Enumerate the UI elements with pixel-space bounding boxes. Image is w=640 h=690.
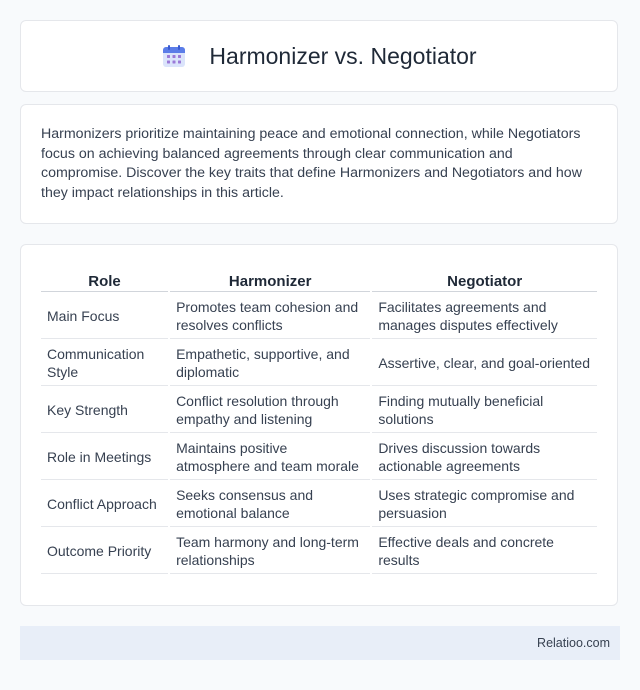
table-row	[41, 388, 597, 433]
negotiator-cell: Assertive, clear, and goal-oriented	[372, 341, 597, 386]
comparison-card	[20, 244, 618, 606]
negotiator-cell: Facilitates agreements and manages disputes effectively	[372, 294, 597, 339]
harmonizer-cell: Seeks consensus and emotional balance	[170, 482, 370, 527]
footer-brand: Relatioo.com	[537, 636, 610, 650]
intro-text: Harmonizers prioritize maintaining peace and emotional connection, while Negotiators focus on achieving balanced agreements through clear communication and compromise. Discover the key traits that define Harmonizers and Negotiators and how they impact relationships in this article.	[41, 126, 582, 201]
table-row	[41, 529, 597, 574]
negotiator-cell: Uses strategic compromise and persuasion	[372, 482, 597, 527]
intro-card	[20, 104, 618, 224]
table-row	[41, 482, 597, 527]
row-label: Main Focus	[41, 294, 168, 339]
harmonizer-cell: Promotes team cohesion and resolves conflicts	[170, 294, 370, 339]
page-title: Harmonizer vs. Negotiator	[209, 42, 477, 69]
row-label: Communication Style	[41, 341, 168, 386]
harmonizer-cell: Maintains positive atmosphere and team morale	[170, 435, 370, 480]
column-header-negotiator: Negotiator	[372, 267, 597, 292]
row-label: Role in Meetings	[41, 435, 168, 480]
column-header-role: Role	[41, 267, 168, 292]
row-label: Key Strength	[41, 388, 168, 433]
row-label: Outcome Priority	[41, 529, 168, 574]
harmonizer-cell: Empathetic, supportive, and diplomatic	[170, 341, 370, 386]
negotiator-cell: Finding mutually beneficial solutions	[372, 388, 597, 433]
table-row	[41, 294, 597, 339]
column-header-harmonizer: Harmonizer	[170, 267, 370, 292]
header-card	[20, 20, 618, 92]
harmonizer-cell: Team harmony and long-term relationships	[170, 529, 370, 574]
comparison-table	[39, 265, 599, 576]
table-row	[41, 435, 597, 480]
row-label: Conflict Approach	[41, 482, 168, 527]
table-row	[41, 341, 597, 386]
harmonizer-cell: Conflict resolution through empathy and listening	[170, 388, 370, 433]
footer-bar	[20, 626, 620, 660]
table-header-row	[41, 267, 597, 292]
negotiator-cell: Drives discussion towards actionable agreements	[372, 435, 597, 480]
negotiator-cell: Effective deals and concrete results	[372, 529, 597, 574]
calendar-icon	[161, 43, 187, 69]
